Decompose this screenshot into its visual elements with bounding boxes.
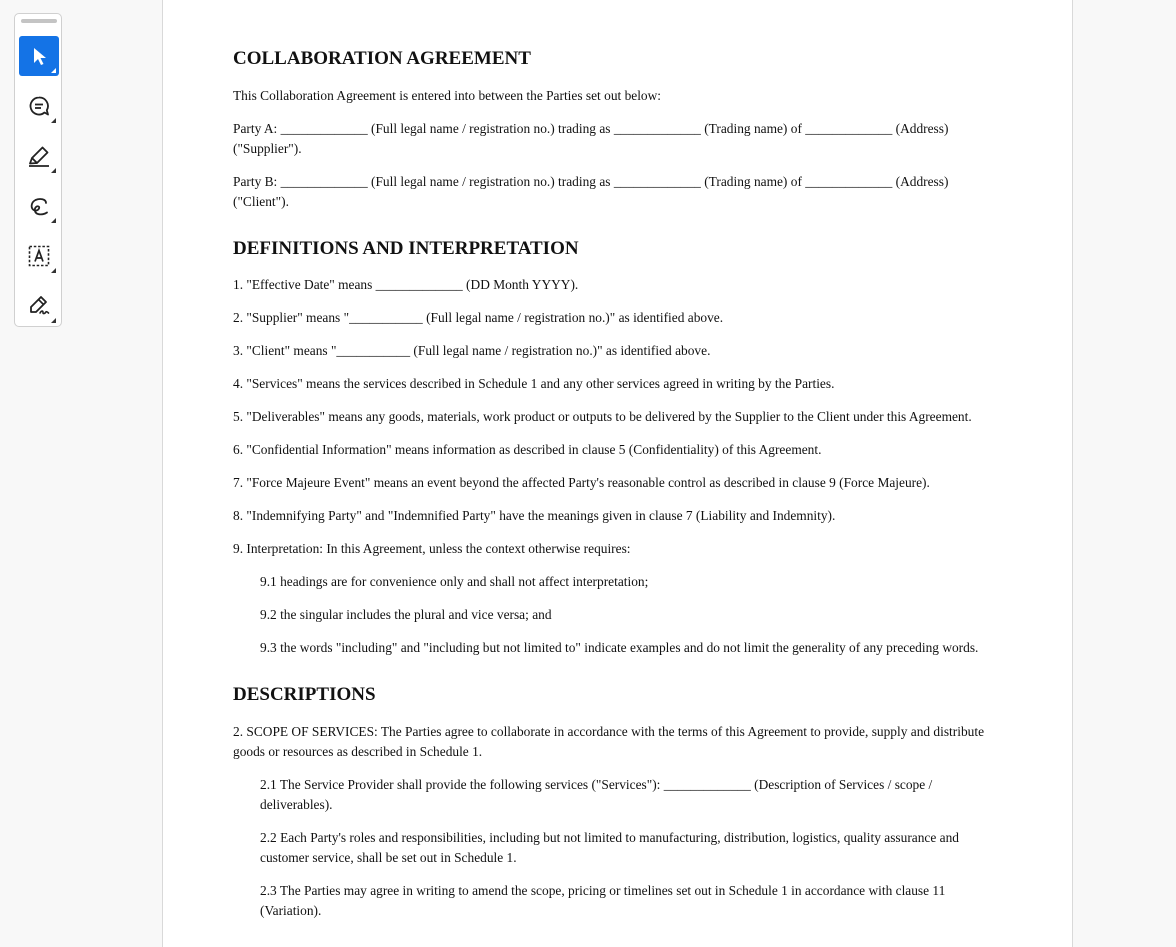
text-box-tool-button[interactable] bbox=[19, 236, 59, 276]
tool-options-indicator bbox=[51, 118, 56, 123]
document-title: COLLABORATION AGREEMENT bbox=[233, 48, 531, 69]
definition-item: 3. "Client" means "___________ (Full legal name / registration no.)" as identified above. bbox=[233, 343, 711, 358]
draw-tool-button[interactable] bbox=[19, 186, 59, 226]
sign-tool-button[interactable] bbox=[19, 286, 59, 326]
interpretation-subitem: 9.2 the singular includes the plural and vice versa; and bbox=[260, 607, 552, 622]
annotation-toolbar bbox=[14, 13, 62, 327]
definition-item: 4. "Services" means the services described in Schedule 1 and any other services agreed in writing by the Parties. bbox=[233, 376, 835, 391]
signature-icon bbox=[27, 294, 51, 318]
party-b-paragraph: Party B: _____________ (Full legal name / registration no.) trading as _____________ (Trading name) of _____________ (Address) ("Client"). bbox=[233, 174, 949, 209]
definition-item: 6. "Confidential Information" means information as described in clause 5 (Confidentiality) of this Agreement. bbox=[233, 442, 822, 457]
definition-item: 2. "Supplier" means "___________ (Full legal name / registration no.)" as identified above. bbox=[233, 310, 724, 325]
tool-options-indicator bbox=[51, 218, 56, 223]
comment-icon bbox=[27, 94, 51, 118]
definition-item: 9. Interpretation: In this Agreement, unless the context otherwise requires: bbox=[233, 541, 631, 556]
party-a-paragraph: Party A: _____________ (Full legal name / registration no.) trading as _____________ (Trading name) of _____________ (Address) ("Supplier"). bbox=[233, 121, 949, 156]
intro-paragraph: This Collaboration Agreement is entered into between the Parties set out below: bbox=[233, 88, 662, 103]
interpretation-subitem: 9.1 headings are for convenience only and shall not affect interpretation; bbox=[260, 574, 649, 589]
descriptions-heading: DESCRIPTIONS bbox=[233, 684, 376, 705]
select-tool-button[interactable] bbox=[19, 36, 59, 76]
tool-options-indicator bbox=[51, 68, 56, 73]
tool-options-indicator bbox=[51, 318, 56, 323]
scope-paragraph: 2. SCOPE OF SERVICES: The Parties agree to collaborate in accordance with the terms of this Agreement to provide, supply and distribute goods or resources as described in Schedule 1. bbox=[233, 724, 985, 759]
document-page bbox=[162, 0, 1073, 947]
tool-options-indicator bbox=[51, 168, 56, 173]
select-arrow-icon bbox=[29, 45, 49, 67]
definition-item: 8. "Indemnifying Party" and "Indemnified Party" have the meanings given in clause 7 (Liability and Indemnity). bbox=[233, 508, 836, 523]
tool-options-indicator bbox=[51, 268, 56, 273]
definition-item: 7. "Force Majeure Event" means an event beyond the affected Party's reasonable control as described in clause 9 (Force Majeure). bbox=[233, 475, 930, 490]
comment-tool-button[interactable] bbox=[19, 86, 59, 126]
text-box-icon bbox=[27, 244, 51, 268]
highlight-tool-button[interactable] bbox=[19, 136, 59, 176]
interpretation-subitem: 9.3 the words "including" and "including but not limited to" indicate examples and do not limit the generality of any preceding words. bbox=[260, 640, 979, 655]
highlight-pen-icon bbox=[27, 144, 51, 168]
freehand-draw-icon bbox=[27, 194, 51, 218]
definition-item: 5. "Deliverables" means any goods, materials, work product or outputs to be delivered by the Supplier to the Client under this Agreement. bbox=[233, 409, 972, 424]
scope-subitem: 2.1 The Service Provider shall provide the following services ("Services"): _____________ (Description of Services / scope / deliverables). bbox=[260, 777, 933, 812]
scope-subitem: 2.3 The Parties may agree in writing to amend the scope, pricing or timelines set out in Schedule 1 in accordance with clause 11 (Variation). bbox=[260, 883, 946, 918]
toolbar-drag-handle[interactable] bbox=[21, 19, 57, 23]
definitions-heading: DEFINITIONS AND INTERPRETATION bbox=[233, 238, 579, 259]
scope-subitem: 2.2 Each Party's roles and responsibilities, including but not limited to manufacturing, distribution, logistics, quality assurance and customer service, shall be set out in Schedule 1. bbox=[260, 830, 959, 865]
definition-item: 1. "Effective Date" means _____________ (DD Month YYYY). bbox=[233, 277, 579, 292]
